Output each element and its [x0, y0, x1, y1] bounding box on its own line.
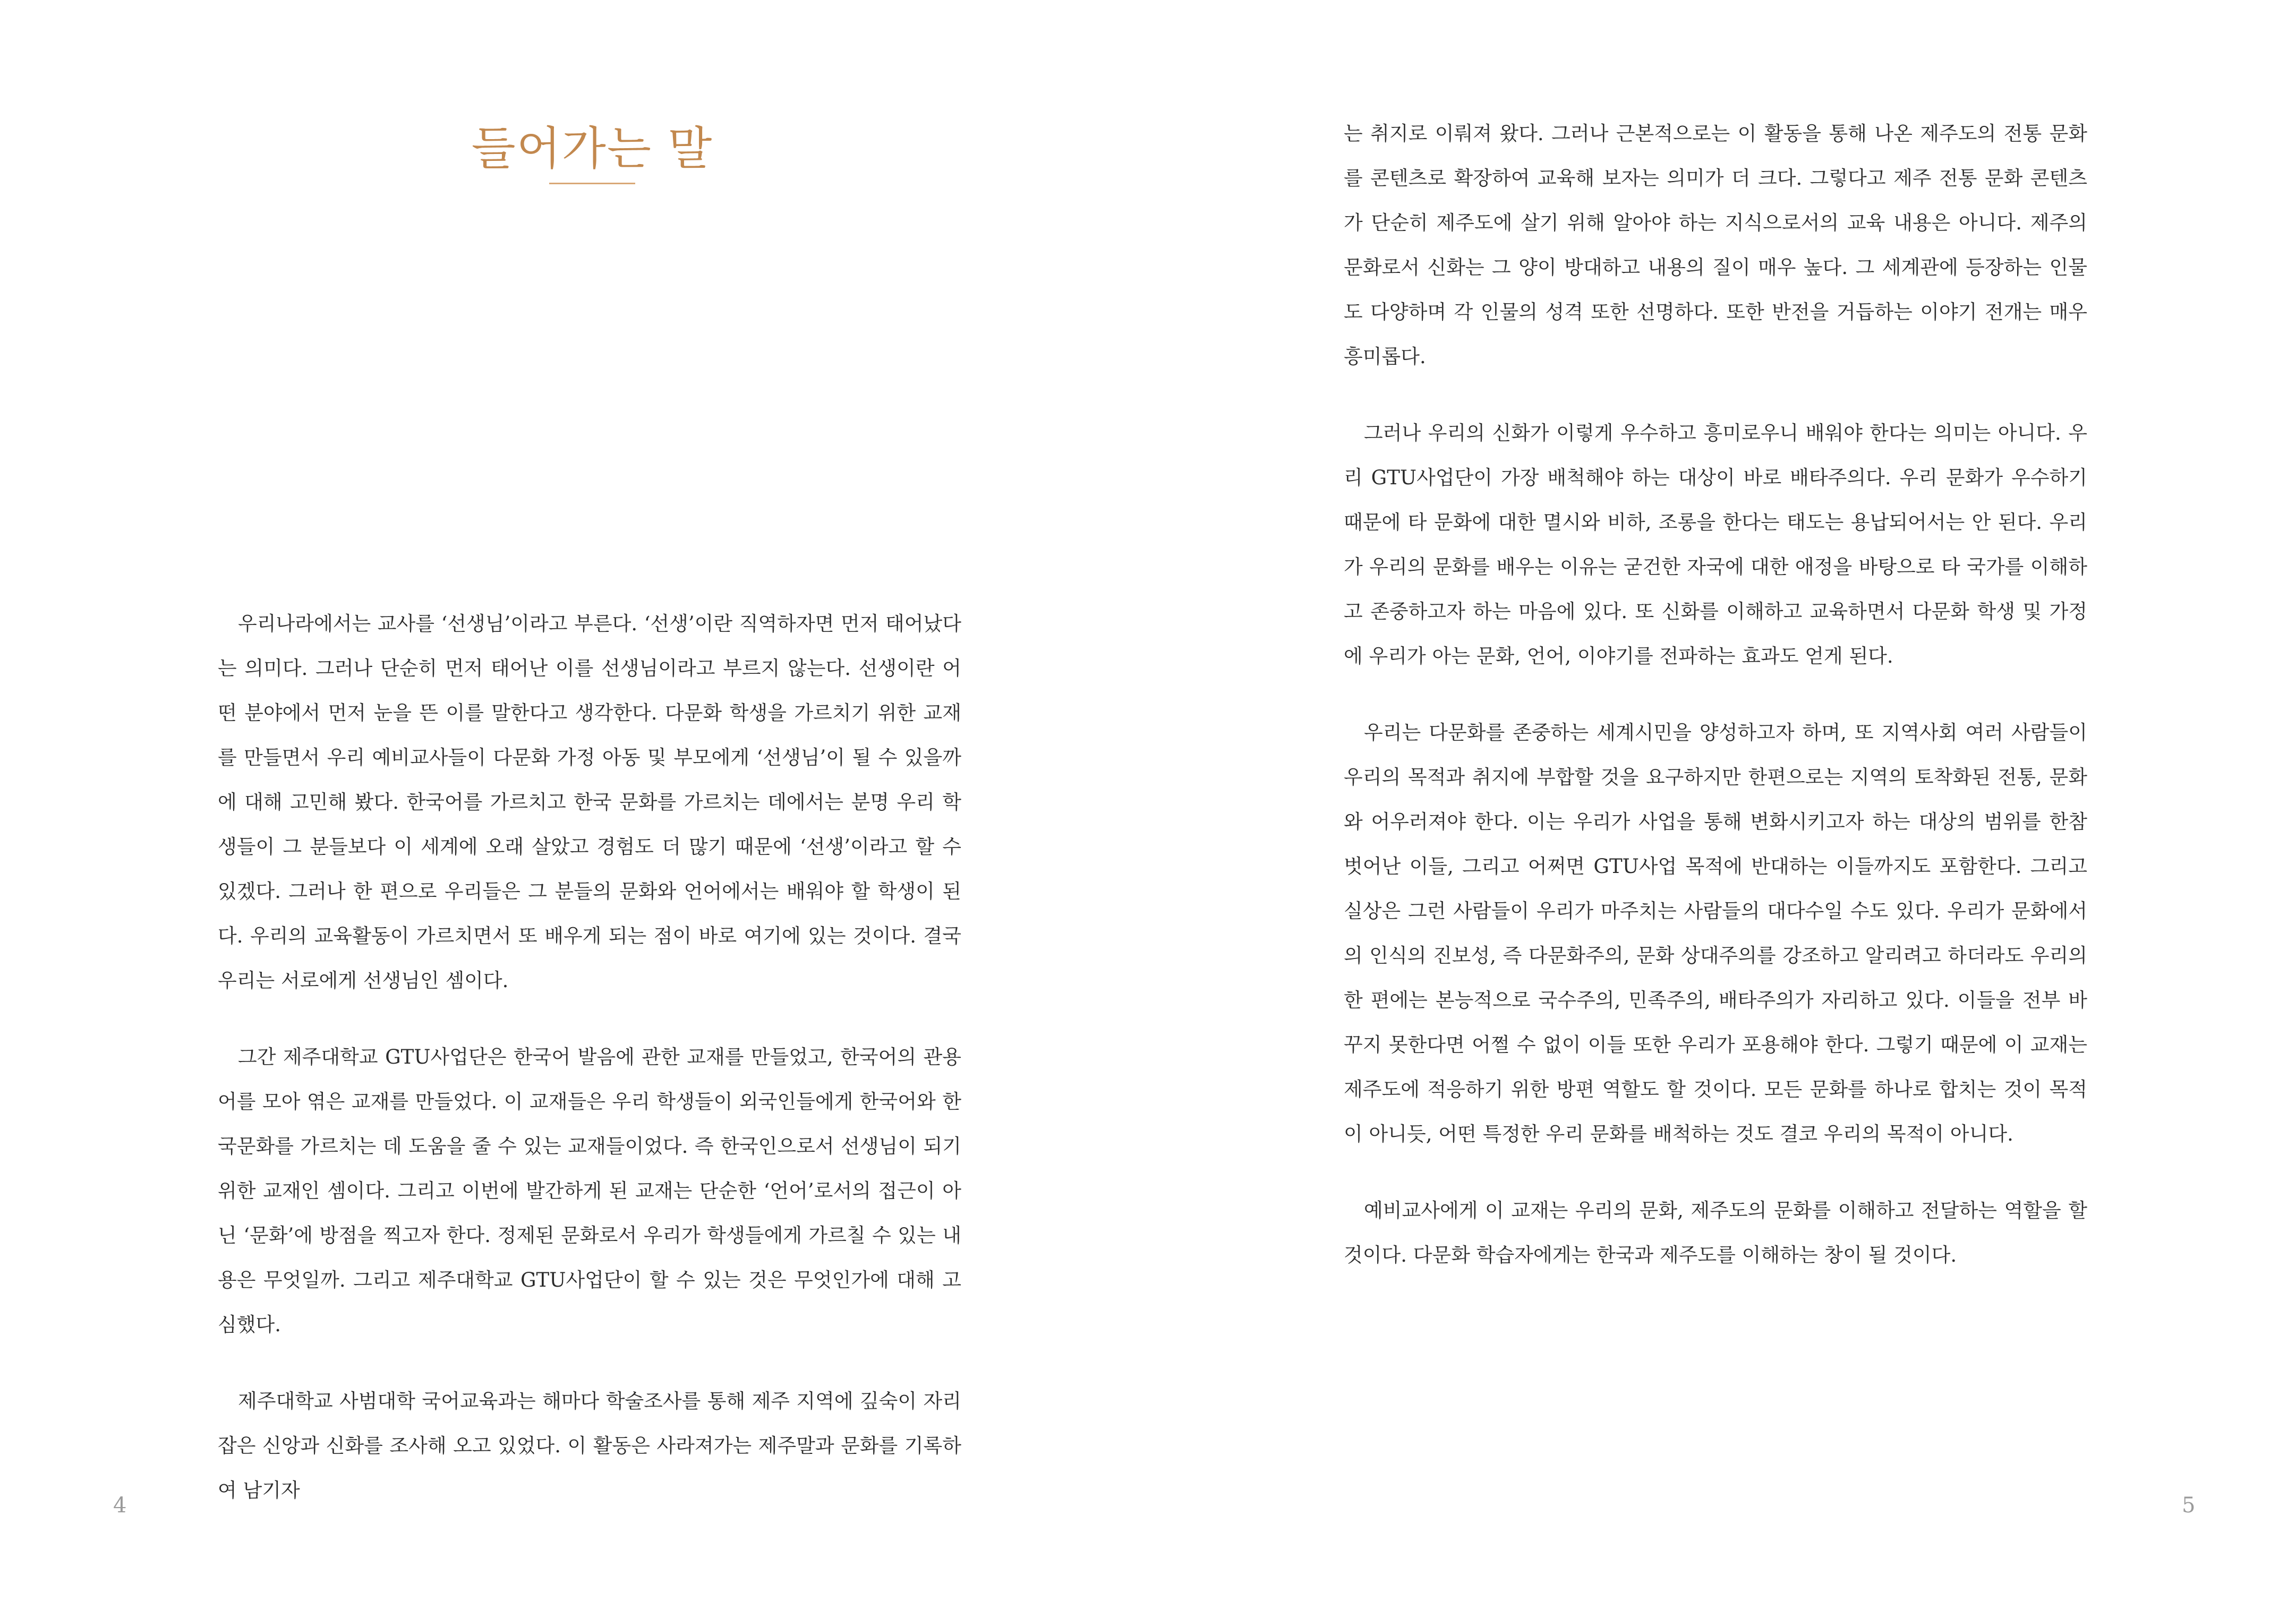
- title-underline: [549, 183, 635, 184]
- paragraph: 예비교사에게 이 교재는 우리의 문화, 제주도의 문화를 이해하고 전달하는 역할을 할 것이다. 다문화 학습자에게는 한국과 제주도를 이해하는 창이 될 것이다.: [1344, 1199, 2087, 1266]
- paragraph: 그러나 우리의 신화가 이렇게 우수하고 흥미로우니 배워야 한다는 의미는 아니다. 우리 GTU사업단이 가장 배척해야 하는 대상이 바로 배타주의다. 우리 문화가 우수하기 때문에 타 문화에 대한 멸시와 비하, 조롱을 한다는 태도는 용납되어서는 안 된다. 우리가 우리의 문화를 배우는 이유는 굳건한 자국에 대한 애정을 바탕으로 타 국가를 이해하고 존중하고자 하는 마음에 있다. 또 신화를 이해하고 교육하면서 다문화 학생 및 가정에 우리가 아는 문화, 언어, 이야기를 전파하는 효과도 얻게 된다.: [1344, 422, 2087, 667]
- paragraph: 우리는 다문화를 존중하는 세계시민을 양성하고자 하며, 또 지역사회 여러 사람들이 우리의 목적과 취지에 부합할 것을 요구하지만 한편으로는 지역의 토착화된 전통, 문화와 어우러져야 한다. 이는 우리가 사업을 통해 변화시키고자 하는 대상의 범위를 한참 벗어난 이들, 그리고 어쩌면 GTU사업 목적에 반대하는 이들까지도 포함한다. 그리고 실상은 그런 사람들이 우리가 마주치는 사람들의 대다수일 수도 있다. 우리가 문화에서의 인식의 진보성, 즉 다문화주의, 문화 상대주의를 강조하고 알리려고 하더라도 우리의 한 편에는 본능적으로 국수주의, 민족주의, 배타주의가 자리하고 있다. 이들을 전부 바꾸지 못한다면 어쩔 수 없이 이들 또한 우리가 포용해야 한다. 그렇기 때문에 이 교재는 제주도에 적응하기 위한 방편 역할도 할 것이다. 모든 문화를 하나로 합치는 것이 목적이 아니듯, 어떤 특정한 우리 문화를 배척하는 것도 결코 우리의 목적이 아니다.: [1344, 721, 2087, 1145]
- page-number-left: 4: [113, 1493, 127, 1518]
- paragraph: 우리나라에서는 교사를 ‘선생님’이라고 부른다. ‘선생’이란 직역하자면 먼저 태어났다는 의미다. 그러나 단순히 먼저 태어난 이를 선생님이라고 부르지 않는다. 선생이란 어떤 분야에서 먼저 눈을 뜬 이를 말한다고 생각한다. 다문화 학생을 가르치기 위한 교재를 만들면서 우리 예비교사들이 다문화 가정 아동 및 부모에게 ‘선생님’이 될 수 있을까에 대해 고민해 봤다. 한국어를 가르치고 한국 문화를 가르치는 데에서는 분명 우리 학생들이 그 분들보다 이 세계에 오래 살았고 경험도 더 많기 때문에 ‘선생’이라고 할 수 있겠다. 그러나 한 편으로 우리들은 그 분들의 문화와 언어에서는 배워야 할 학생이 된다. 우리의 교육활동이 가르치면서 또 배우게 되는 점이 바로 여기에 있는 것이다. 결국 우리는 서로에게 선생님인 셈이다.: [218, 612, 961, 992]
- right-body-text: [1344, 112, 2087, 1278]
- left-body-text: [218, 602, 961, 1513]
- paragraph: 그간 제주대학교 GTU사업단은 한국어 발음에 관한 교재를 만들었고, 한국어의 관용어를 모아 엮은 교재를 만들었다. 이 교재들은 우리 학생들이 외국인들에게 한국어와 한국문화를 가르치는 데 도움을 줄 수 있는 교재들이었다. 즉 한국인으로서 선생님이 되기 위한 교재인 셈이다. 그리고 이번에 발간하게 된 교재는 단순한 ‘언어’로서의 접근이 아닌 ‘문화’에 방점을 찍고자 한다. 정제된 문화로서 우리가 학생들에게 가르칠 수 있는 내용은 무엇일까. 그리고 제주대학교 GTU사업단이 할 수 있는 것은 무엇인가에 대해 고심했다.: [218, 1046, 961, 1336]
- paragraph: 제주대학교 사범대학 국어교육과는 해마다 학술조사를 통해 제주 지역에 깊숙이 자리 잡은 신앙과 신화를 조사해 오고 있었다. 이 활동은 사라져가는 제주말과 문화를 기록하여 남기자: [218, 1390, 961, 1502]
- page-title: 들어가는 말: [471, 122, 713, 175]
- page-number-right: 5: [2182, 1493, 2196, 1518]
- paragraph-continued: 는 취지로 이뤄져 왔다. 그러나 근본적으로는 이 활동을 통해 나온 제주도의 전통 문화를 콘텐츠로 확장하여 교육해 보자는 의미가 더 크다. 그렇다고 제주 전통 문화 콘텐츠가 단순히 제주도에 살기 위해 알아야 하는 지식으로서의 교육 내용은 아니다. 제주의 문화로서 신화는 그 양이 방대하고 내용의 질이 매우 높다. 그 세계관에 등장하는 인물도 다양하며 각 인물의 성격 또한 선명하다. 또한 반전을 거듭하는 이야기 전개는 매우 흥미롭다.: [1344, 122, 2087, 368]
